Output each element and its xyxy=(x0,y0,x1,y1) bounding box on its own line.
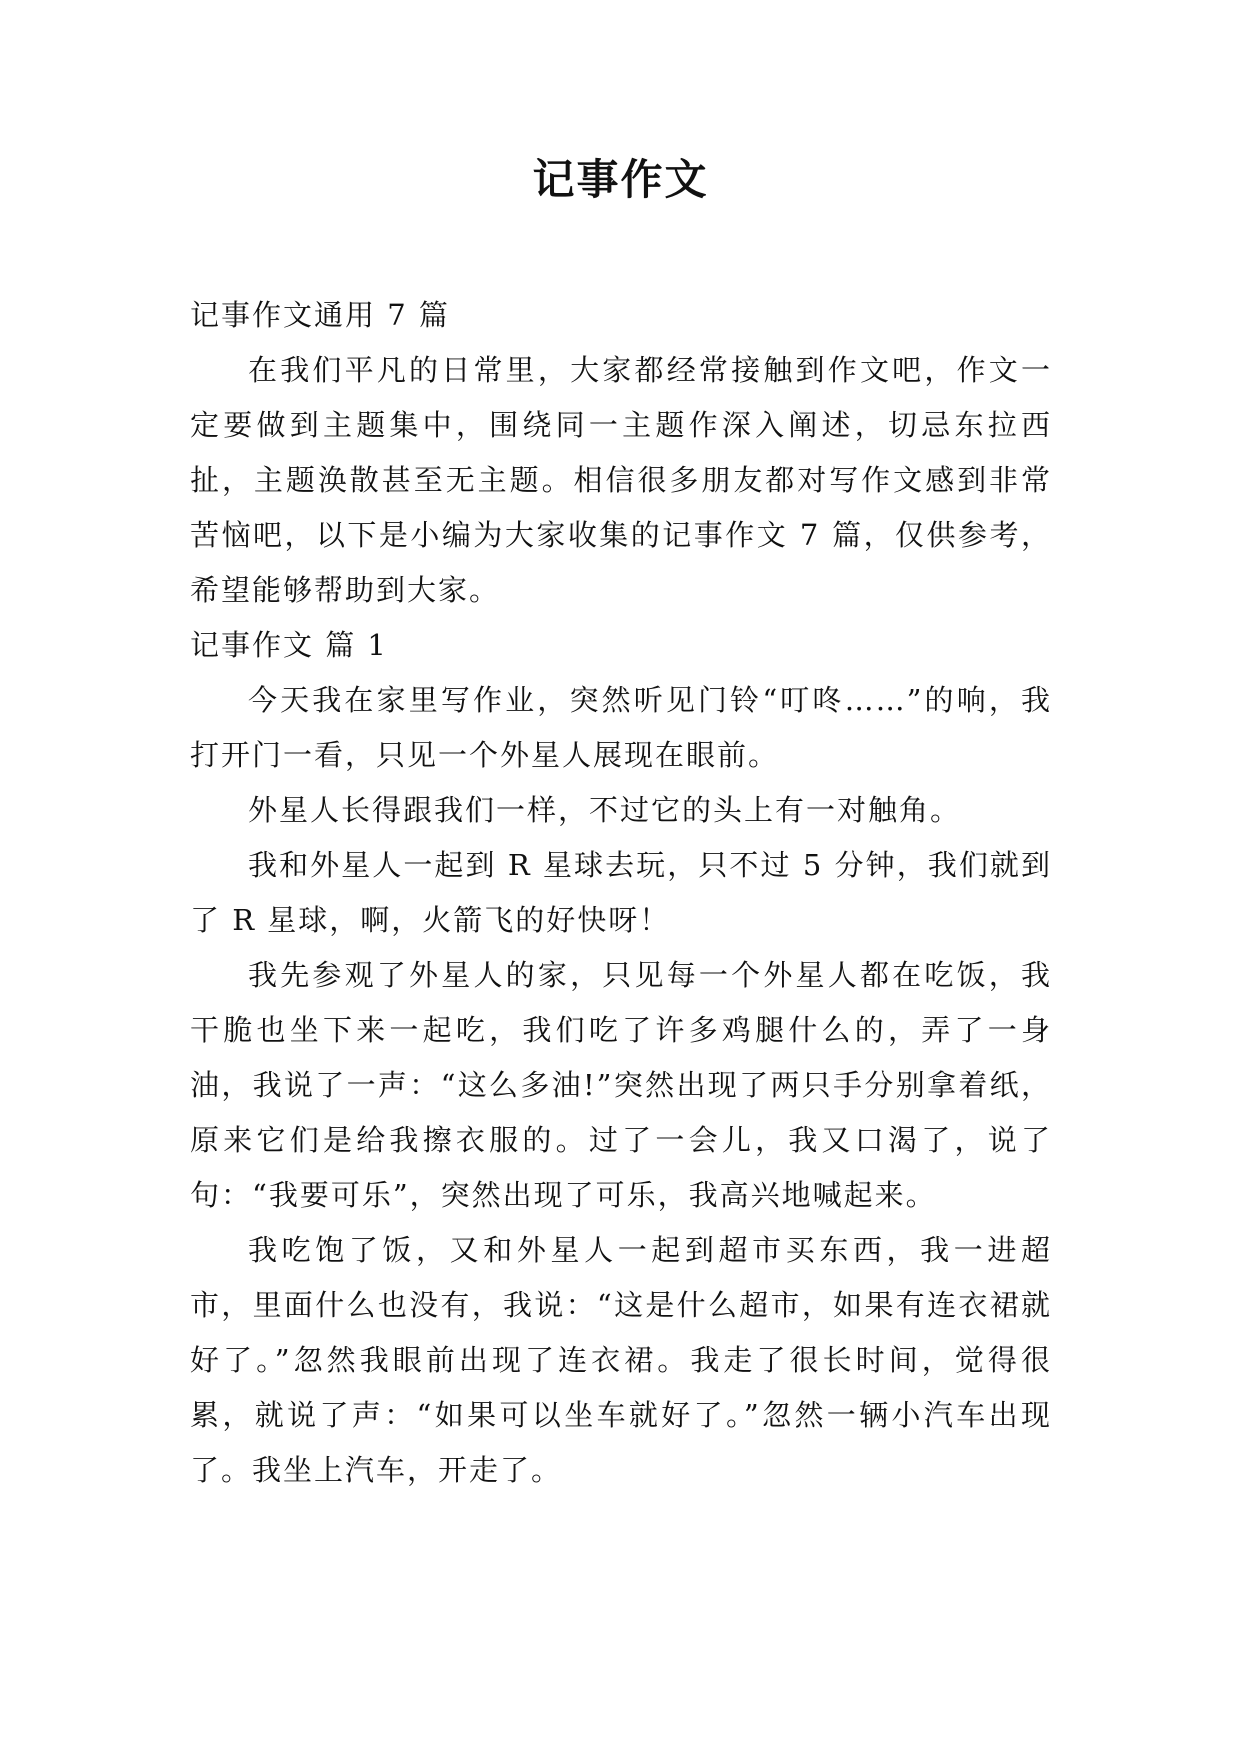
document-title: 记事作文 xyxy=(532,155,709,204)
document-body xyxy=(190,288,1052,1498)
body-paragraph: 我和外星人一起到 R 星球去玩，只不过 5 分钟，我们就到了 R 星球，啊，火箭飞的好快呀！ xyxy=(190,848,1052,937)
body-paragraph: 今天我在家里写作业，突然听见门铃“叮咚……”的响，我打开门一看，只见一个外星人展现在眼前。 xyxy=(190,683,1052,772)
section-heading: 记事作文通用 7 篇 xyxy=(190,298,450,332)
body-paragraph: 在我们平凡的日常里，大家都经常接触到作文吧，作文一定要做到主题集中，围绕同一主题作深入阐述，切忌东拉西扯，主题涣散甚至无主题。相信很多朋友都对写作文感到非常苦恼吧，以下是小编为大家收集的记事作文 7 篇，仅供参考，希望能够帮助到大家。 xyxy=(190,353,1052,607)
section-heading: 记事作文 篇 1 xyxy=(190,628,388,662)
body-paragraph: 外星人长得跟我们一样，不过它的头上有一对触角。 xyxy=(248,793,962,827)
body-paragraph: 我吃饱了饭，又和外星人一起到超市买东西，我一进超市，里面什么也没有，我说：“这是什么超市，如果有连衣裙就好了。”忽然我眼前出现了连衣裙。我走了很长时间，觉得很累，就说了声：“如果可以坐车就好了。”忽然一辆小汽车出现了。我坐上汽车，开走了。 xyxy=(190,1233,1052,1487)
body-paragraph: 我先参观了外星人的家，只见每一个外星人都在吃饭，我干脆也坐下来一起吃，我们吃了许多鸡腿什么的，弄了一身油，我说了一声：“这么多油!”突然出现了两只手分别拿着纸，原来它们是给我擦衣服的。过了一会儿，我又口渴了，说了句：“我要可乐”，突然出现了可乐，我高兴地喊起来。 xyxy=(190,958,1052,1212)
